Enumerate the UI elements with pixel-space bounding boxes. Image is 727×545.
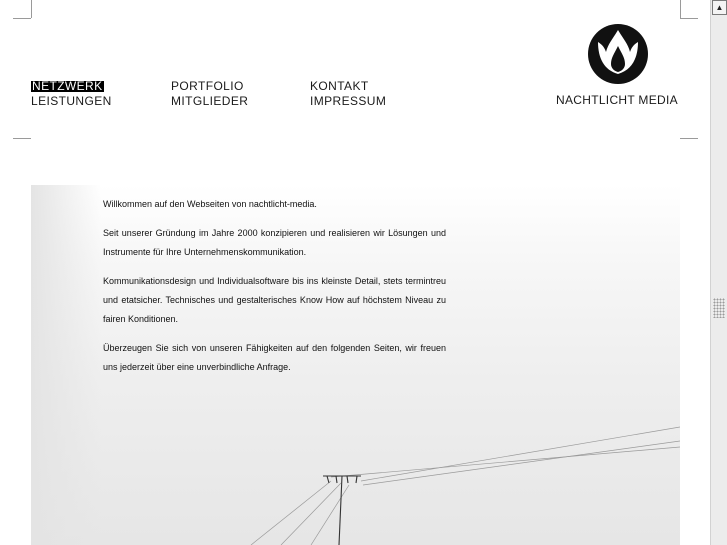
nav-column-2 [171, 79, 248, 109]
vertical-scrollbar[interactable] [710, 0, 727, 545]
nav-item-mitglieder[interactable]: MITGLIEDER [171, 94, 249, 108]
crop-mark [31, 0, 32, 18]
nav-item-kontakt[interactable]: KONTAKT [310, 79, 369, 93]
crop-mark [680, 18, 698, 19]
crop-mark [680, 0, 681, 18]
crop-mark [13, 18, 31, 19]
scroll-up-arrow-icon[interactable]: ▲ [712, 0, 727, 15]
nav-column-3 [310, 79, 386, 109]
intro-paragraph: Überzeugen Sie sich von unseren Fähigkeiten auf den folgenden Seiten, wir freuen uns jederzeit über eine unverbindliche Anfrage. [103, 343, 446, 372]
scrollbar-thumb[interactable] [713, 298, 725, 318]
crop-mark [680, 138, 698, 139]
nav-column-1 [31, 79, 112, 109]
intro-paragraph: Kommunikationsdesign und Individualsoftware bis ins kleinste Detail, stets termintreu und etatsicher. Technisches und gestalterisches Know How auf höchstem Niveau zu fairen Konditionen. [103, 276, 446, 324]
flame-logo-icon[interactable] [586, 22, 650, 86]
intro-text [103, 195, 446, 387]
nav-item-portfolio[interactable]: PORTFOLIO [171, 79, 244, 93]
nav-item-netzwerk[interactable]: NETZWERK [32, 79, 103, 93]
crop-mark [13, 138, 31, 139]
intro-paragraph: Seit unserer Gründung im Jahre 2000 konzipieren und realisieren wir Lösungen und Instrumente für Ihre Unternehmenskommunikation. [103, 228, 446, 257]
nav-item-impressum[interactable]: IMPRESSUM [310, 94, 387, 108]
intro-paragraph: Willkommen auf den Webseiten von nachtlicht-media. [103, 199, 317, 209]
nav-item-leistungen[interactable]: LEISTUNGEN [31, 94, 112, 108]
brand-name: NACHTLICHT MEDIA [556, 93, 678, 107]
